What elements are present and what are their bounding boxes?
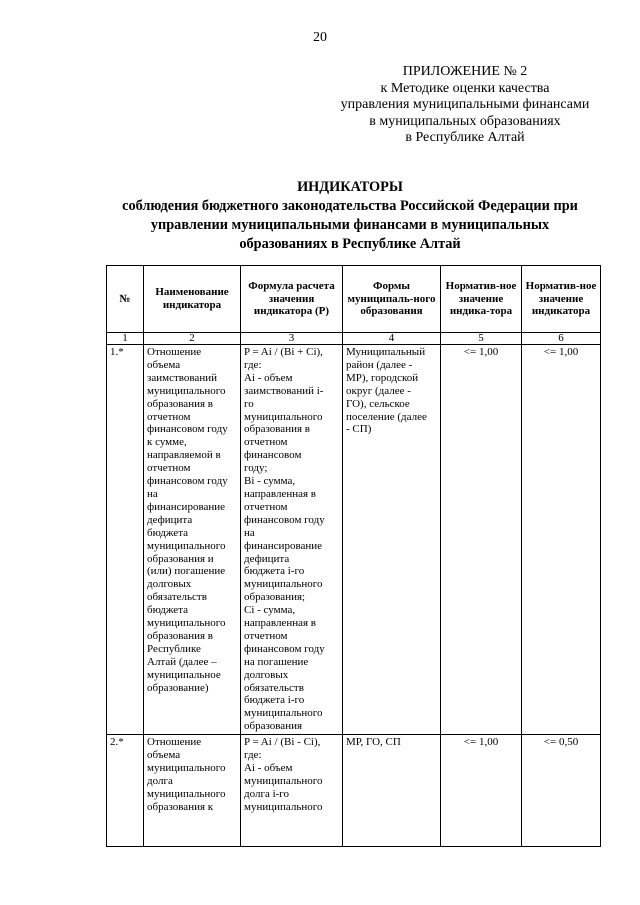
municipality-forms-text: МР, ГО, СП: [346, 736, 401, 749]
document-title: [90, 178, 610, 254]
indicator-name-text: Отношение объема муниципального долга муниципального образования к: [147, 736, 226, 813]
norm-value-text: <= 0,50: [543, 736, 579, 749]
column-number: 4: [343, 333, 441, 345]
norm-value: <= 1,00: [522, 345, 601, 735]
title-line: соблюдения бюджетного законодательства Российской Федерации при: [122, 198, 578, 214]
appendix-line: ПРИЛОЖЕНИЕ № 2: [402, 64, 528, 79]
norm-value: <= 1,00: [441, 345, 522, 735]
row-number-text: 2.*: [110, 736, 124, 749]
norm-value-text: <= 1,00: [463, 736, 499, 749]
table-header-row: [107, 266, 601, 333]
indicator-formula: [241, 735, 343, 847]
title-heading: ИНДИКАТОРЫ: [297, 179, 403, 195]
column-number: 2: [144, 333, 241, 345]
table-row: [107, 345, 601, 735]
page-number: 20: [313, 30, 327, 45]
column-number: 1: [107, 333, 144, 345]
indicator-formula: P = Ai / (Bi + Ci), где: Ai - объем заимствований i- го муниципального образования в отчетном финансовом году; Bi - сумма, направленная в отчетном финансовом году на финансирование дефицита бюджета i-го муниципального образования; Ci - сумма, направленная в отчетном финансовом году на погашение долговых обязательств бюджета i-го муниципального образования: [241, 345, 343, 735]
appendix-line: управления муниципальными финансами: [340, 97, 590, 113]
appendix-line: в муниципальных образованиях: [369, 113, 561, 129]
header-formula: Формула расчета значения индикатора (P): [241, 266, 343, 333]
header-forms: Формы муниципаль-ного образования: [343, 266, 441, 333]
title-line: образованиях в Республике Алтай: [239, 236, 461, 252]
header-number: №: [107, 266, 144, 333]
indicator-name: [144, 735, 241, 847]
appendix-line: к Методике оценки качества: [380, 80, 550, 96]
table-row: [107, 735, 601, 847]
indicator-formula-text: P = Ai / (Bi - Ci), где: Ai - объем муниципального долга i-го муниципального: [244, 736, 323, 813]
column-number: 5: [441, 333, 522, 345]
row-number: 1.*: [107, 345, 144, 735]
row-number: [107, 735, 144, 847]
header-norm: Норматив-ное значение индикатора: [522, 266, 601, 333]
norm-value: [522, 735, 601, 847]
column-numbers-row: [107, 333, 601, 345]
indicators-table: [106, 265, 601, 847]
header-name: Наименование индикатора: [144, 266, 241, 333]
municipality-forms: Муниципальный район (далее - МР), городской округ (далее - ГО), сельское поселение (далее - СП): [343, 345, 441, 735]
column-number: 3: [241, 333, 343, 345]
header-norm: Норматив-ное значение индика-тора: [441, 266, 522, 333]
municipality-forms: [343, 735, 441, 847]
appendix-block: [330, 64, 600, 147]
norm-value: [441, 735, 522, 847]
column-number: 6: [522, 333, 601, 345]
title-line: управлении муниципальными финансами в муниципальных: [150, 217, 550, 233]
appendix-line: в Республике Алтай: [405, 130, 525, 146]
indicator-name: Отношение объема заимствований муниципального образования в отчетном финансовом году к сумме, направляемой в отчетном финансовом году на финансирование дефицита бюджета муниципального образования и (или) погашение долговых обязательств бюджета муниципального образования в Республике Алтай (далее – муниципальное образование): [144, 345, 241, 735]
